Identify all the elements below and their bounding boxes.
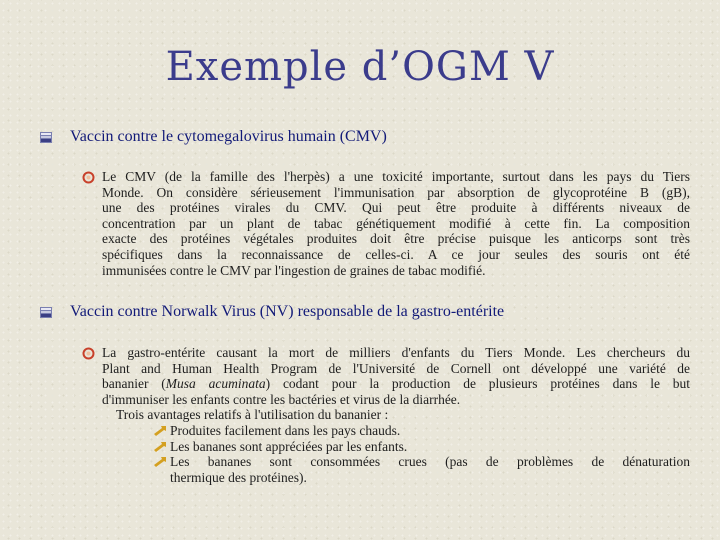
- square-bullet-icon: [40, 307, 52, 318]
- cmv-paragraph: [82, 169, 690, 278]
- arrow-bullet-icon: [154, 426, 166, 436]
- ring-bullet-icon: [82, 171, 95, 184]
- advantage-item: [102, 423, 690, 439]
- advantage-text: Les bananes sont appréciées par les enfants.: [170, 438, 408, 454]
- paragraph-line: spécifiques dans la reconnaissance de celles-ci. A ce jour seules des souris ont été: [102, 246, 690, 262]
- advantage-text: Produites facilement dans les pays chauds.: [170, 422, 401, 438]
- paragraph-line: Plant and Human Health Program de l'Université de Cornell ont développé une variété de: [102, 360, 690, 376]
- paragraph-line: La gastro-entérite causant la mort de milliers d'enfants du Tiers Monde. Les chercheurs du: [102, 345, 690, 360]
- advantage-item: [102, 454, 690, 485]
- musa-before: bananier (: [102, 376, 166, 392]
- paragraph-line-musa: [102, 376, 690, 392]
- arrow-bullet-icon: [154, 457, 166, 467]
- advantage-text: Les bananes sont consommées crues (pas de problèmes de dénaturation: [170, 454, 690, 470]
- advantages-intro: Trois avantages relatifs à l'utilisation du bananier :: [116, 407, 389, 423]
- arrow-bullet-icon: [154, 442, 166, 452]
- paragraph-line: Le CMV (de la famille des l'herpès) a une toxicité importante, surtout dans les pays du Tiers: [102, 169, 690, 184]
- nv-paragraph: [82, 345, 690, 485]
- paragraph-line: concentration par un plant de tabac génétiquement modifié à cette fin. La composition: [102, 215, 690, 231]
- slide-title: Exemple d’OGM V: [165, 44, 555, 90]
- musa-after: ) codant pour la production de plusieurs protéines dans le but: [265, 376, 691, 392]
- advantage-text: thermique des protéines).: [170, 469, 307, 485]
- square-bullet-icon: [40, 132, 52, 143]
- paragraph-line: une des protéines virales du CMV. Qui peut être produite à différents niveaux de: [102, 200, 690, 216]
- paragraph-line: Monde. On considère sérieusement l'immunisation par absorption de glycoprotéine B (gB),: [102, 184, 690, 200]
- ring-bullet-icon: [82, 347, 95, 360]
- musa-italic: Musa acuminata: [165, 376, 266, 392]
- advantage-item: [102, 439, 690, 455]
- section-heading-text: Vaccin contre le cytomegalovirus humain (CMV): [70, 128, 387, 145]
- paragraph-line: exacte des protéines végétales produites doit être précise puisque les anticorps sont très: [102, 231, 690, 247]
- paragraph-line: d'immuniser les enfants contre les bactéries et virus de la diarrhée.: [102, 391, 461, 407]
- paragraph-line: immunisées contre le CMV par l'ingestion de graines de tabac modifié.: [102, 262, 486, 278]
- section-heading-text: Vaccin contre Norwalk Virus (NV) responsable de la gastro-entérite: [70, 303, 505, 320]
